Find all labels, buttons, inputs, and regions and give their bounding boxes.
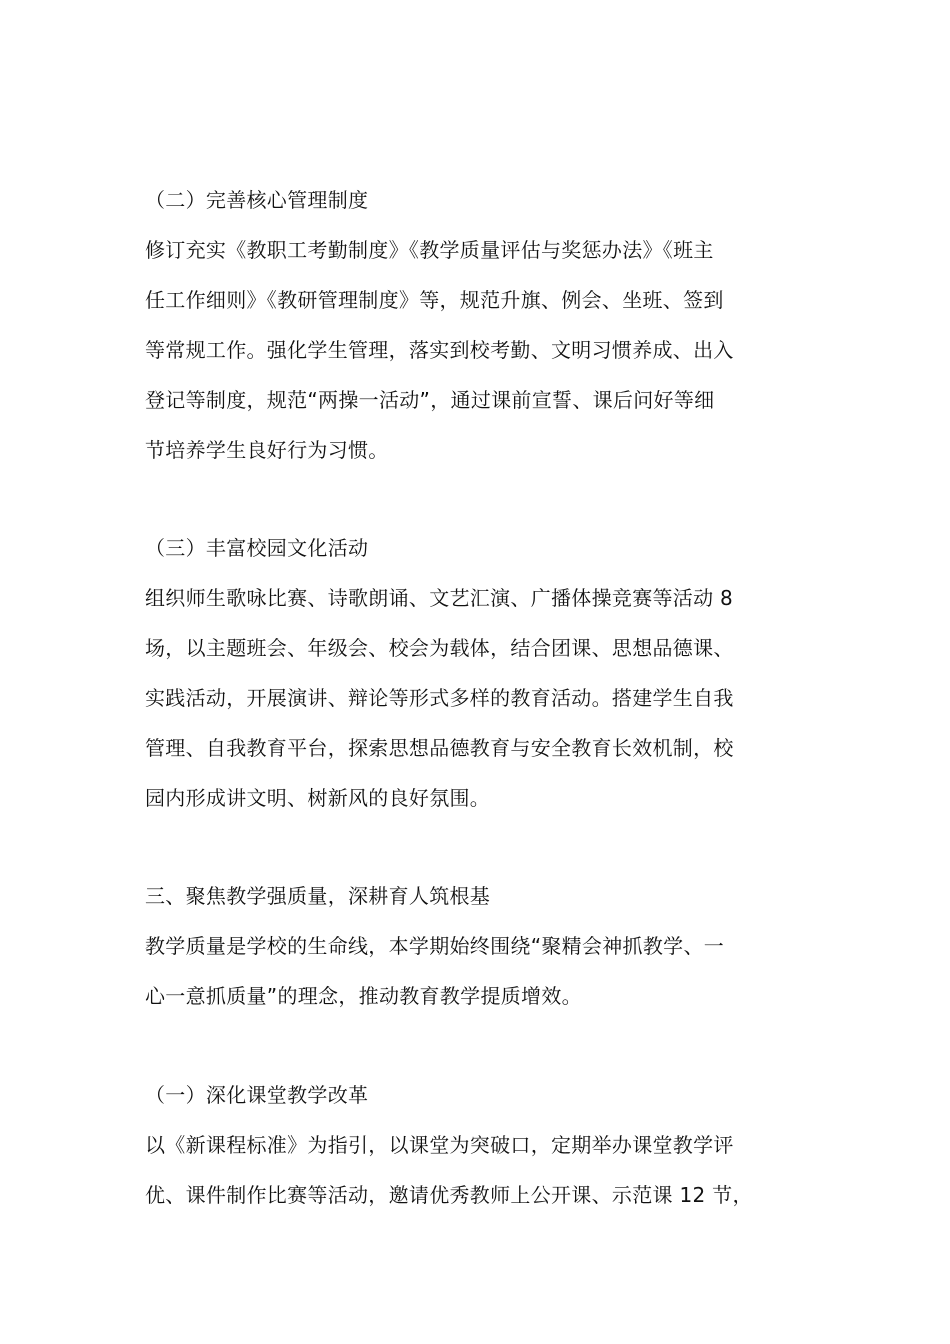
section-heading: （一）深化课堂教学改革 [145, 1083, 369, 1107]
paragraph-line: 登记等制度，规范“两操一活动”，通过课前宣誓、课后问好等细 [145, 388, 715, 412]
paragraph-line: 组织师生歌咏比赛、诗歌朗诵、文艺汇演、广播体操竞赛等活动 8 [145, 586, 734, 610]
paragraph-line: 等常规工作。强化学生管理，落实到校考勤、文明习惯养成、出入 [145, 338, 734, 362]
paragraph-line: 心一意抓质量”的理念，推动教育教学提质增效。 [145, 984, 582, 1008]
paragraph-line: 园内形成讲文明、树新风的良好氛围。 [145, 786, 491, 810]
paragraph-line: 优、课件制作比赛等活动，邀请优秀教师上公开课、示范课 12 节， [145, 1183, 753, 1207]
section-heading: （二）完善核心管理制度 [145, 188, 369, 212]
paragraph-line: 管理、自我教育平台，探索思想品德教育与安全教育长效机制，校 [145, 736, 734, 760]
paragraph-line: 场，以主题班会、年级会、校会为载体，结合团课、思想品德课、 [145, 636, 734, 660]
section-heading: 三、聚焦教学强质量，深耕育人筑根基 [145, 884, 491, 908]
paragraph-line: 任工作细则》《教研管理制度》等，规范升旗、例会、坐班、签到 [145, 288, 724, 312]
section-heading: （三）丰富校园文化活动 [145, 536, 369, 560]
paragraph-line: 修订充实《教职工考勤制度》《教学质量评估与奖惩办法》《班主 [145, 238, 714, 262]
paragraph-line: 实践活动，开展演讲、辩论等形式多样的教育活动。搭建学生自我 [145, 686, 734, 710]
paragraph-line: 节培养学生良好行为习惯。 [145, 438, 389, 462]
paragraph-line: 教学质量是学校的生命线，本学期始终围绕“聚精会神抓教学、一 [145, 934, 725, 958]
paragraph-line: 以《新课程标准》为指引，以课堂为突破口，定期举办课堂教学评 [145, 1133, 734, 1157]
